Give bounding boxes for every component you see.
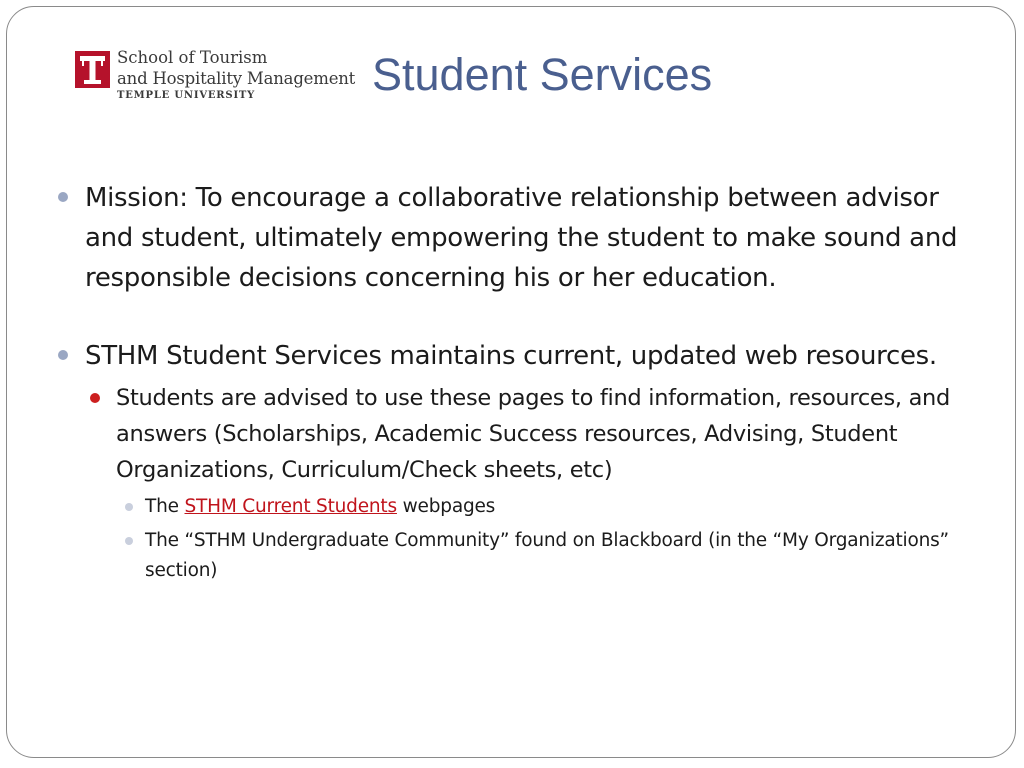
logo-line-school: School of Tourism [117, 48, 268, 67]
slide-title: Student Services [372, 49, 713, 100]
sub-sub-bullet-current-students [58, 492, 978, 522]
sub-sub-bullet-blackboard [58, 526, 978, 586]
bullet-web-resources [58, 336, 978, 376]
current-students-suffix: webpages [396, 496, 496, 517]
sub-bullet-advice-text: Students are advised to use these pages to find information, resources, and answers (Scholarships, Academic Success resources, Advising, Student Organizations, Curriculum/Check sheets, etc) [116, 385, 950, 483]
bullet-dot-icon [58, 350, 68, 360]
slide-body [58, 178, 978, 586]
bullet-dot-icon [58, 192, 68, 202]
bullet-mission-text: Mission: To encourage a collaborative relationship between advisor and student, ultimately empowering the student to make sound and responsible decisions concerning his or her education. [85, 183, 958, 293]
bullet-mission [58, 178, 978, 298]
sub-sub-bullet-dot-icon [125, 503, 133, 511]
sub-bullet-dot-icon [90, 393, 100, 403]
bullet-web-resources-text: STHM Student Services maintains current, updated web resources. [85, 341, 937, 371]
sthm-logo [75, 48, 375, 108]
blackboard-community-text: The “STHM Undergraduate Community” found on Blackboard (in the “My Organizations” section) [145, 530, 949, 581]
temple-t-icon [75, 51, 110, 88]
logo-line-hospitality: and Hospitality Management [117, 69, 356, 88]
logo-line-university: TEMPLE UNIVERSITY [117, 90, 256, 101]
sthm-current-students-link[interactable]: STHM Current Students [184, 496, 397, 517]
sub-bullet-advice [58, 380, 978, 488]
current-students-prefix: The [145, 496, 185, 517]
sub-sub-bullet-dot-icon [125, 537, 133, 545]
